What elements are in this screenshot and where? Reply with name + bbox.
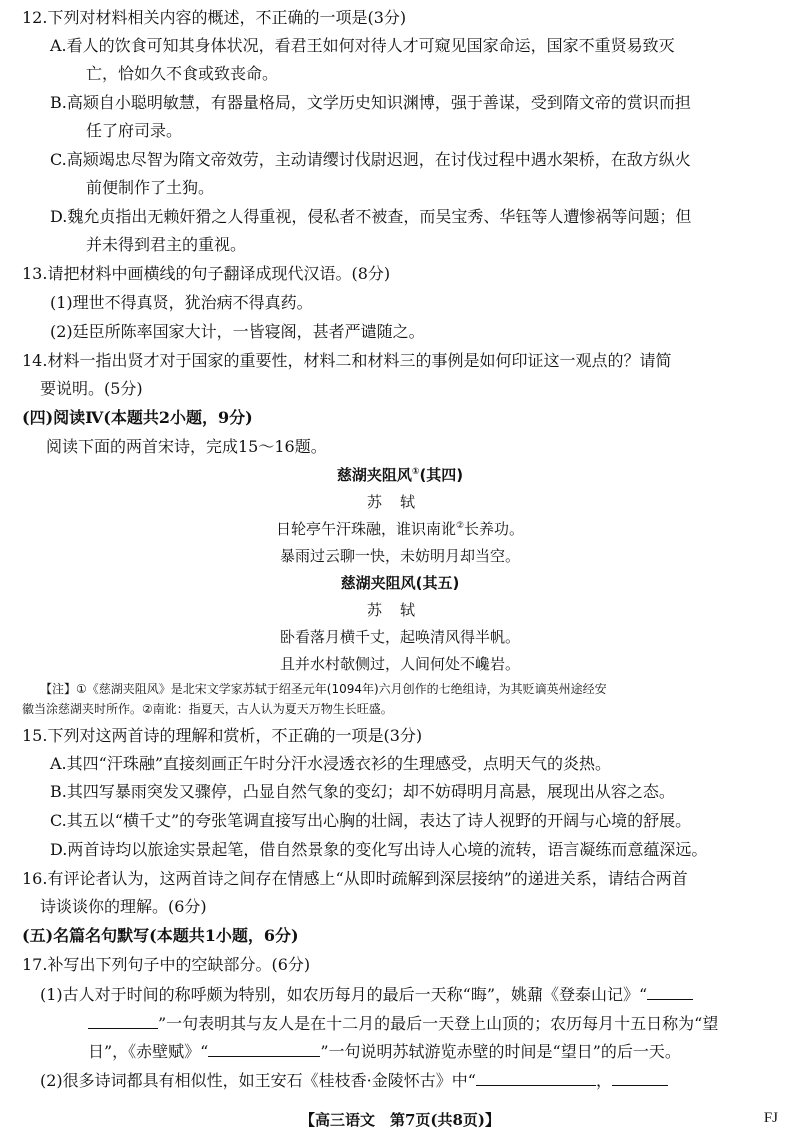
section-5-heading: (五)名篇名句默写(本题共1小题，6分) xyxy=(22,926,299,945)
q15-option-b: B.其四写暴雨突发又骤停，凸显自然气象的变幻；却不妨碍明月高悬，展现出从容之态。 xyxy=(50,782,675,801)
q12-stem: 12.下列对材料相关内容的概述，不正确的一项是(3分) xyxy=(22,8,407,27)
q12-option-a-cont: 亡，恰如久不食或致丧命。 xyxy=(86,64,279,83)
q16-stem-cont: 诗谈谈你的理解。(6分) xyxy=(40,897,207,916)
q15-option-d: D.两首诗均以旅途实景起笔，借自然景象的变化写出诗人心境的流转，语言凝练而意蕴深远。 xyxy=(50,840,708,859)
q15-option-c: C.其五以“横千丈”的夸张笔调直接写出心胸的壮阔，表达了诗人视野的开阔与心境的舒展。 xyxy=(50,811,692,830)
q15-stem: 15.下列对这两首诗的理解和赏析，不正确的一项是(3分) xyxy=(22,726,423,745)
q17-part-2-line-1: (2)很多诗词都具有相似性，如王安石《桂枝香·金陵怀古》中“ ， xyxy=(40,1069,668,1091)
poem-1-line-2: 暴雨过云聊一快，未妨明月却当空。 xyxy=(279,547,520,565)
q16-stem: 16.有评论者认为，这两首诗之间存在情感上“从即时疏解到深层接纳”的递进关系，请结合两首 xyxy=(22,869,688,888)
q17-part-1-line-2: ”一句表明其与友人是在十二月的最后一天登上山顶的；农历每月十五日称为“望 xyxy=(88,1012,718,1034)
q12-option-a: A.看人的饮食可知其身体状况，看君王如何对待人才可窥见国家命运，国家不重贤易致灭 xyxy=(50,36,675,55)
poem-2-author: 苏轼 xyxy=(366,601,433,619)
region-code: FJ xyxy=(763,1110,778,1126)
q13-sentence-2: (2)廷臣所陈率国家大计，一皆寝阁，甚者严谴随之。 xyxy=(50,322,425,341)
poem-1-author: 苏轼 xyxy=(366,493,433,511)
answer-blank[interactable] xyxy=(208,1040,320,1057)
poem-1-line-1: 日轮亭午汗珠融，谁识南讹②长养功。 xyxy=(275,520,525,538)
answer-blank[interactable] xyxy=(612,1069,668,1086)
q14-stem: 14.材料一指出贤才对于国家的重要性，材料二和材料三的事例是如何印证这一观点的？请简 xyxy=(22,351,672,370)
q13-stem: 13.请把材料中画横线的句子翻译成现代汉语。(8分) xyxy=(22,264,391,283)
answer-blank[interactable] xyxy=(476,1069,596,1086)
q12-option-b-cont: 任了府司录。 xyxy=(86,121,183,140)
poem-1-title: 慈湖夹阻风①(其四) xyxy=(336,466,464,484)
q12-option-d: D.魏允贞指出无赖奸猾之人得重视，侵私者不被查，而吴宝秀、华钰等人遭惨祸等问题；但 xyxy=(50,207,692,226)
q12-option-c: C.高颎竭忠尽智为隋文帝效劳，主动请缨讨伐尉迟迥，在讨伐过程中遇水架桥，在敌方纵火 xyxy=(50,150,691,169)
q14-stem-cont: 要说明。(5分) xyxy=(40,379,143,398)
section-4-intro: 阅读下面的两首宋诗，完成15～16题。 xyxy=(46,437,327,456)
q12-option-b: B.高颎自小聪明敏慧，有器量格局，文学历史知识渊博，强于善谋，受到隋文帝的赏识而担 xyxy=(50,93,691,112)
q17-part-1-line-1: (1)古人对于时间的称呼颇为特别，如农历每月的最后一天称“晦”，姚鼐《登泰山记》“ xyxy=(40,983,693,1005)
poem-2-title: 慈湖夹阻风(其五) xyxy=(340,574,460,592)
poem-note-line-2: 徽当涂慈湖夹时所作。②南讹：指夏天，古人认为夏天万物生长旺盛。 xyxy=(22,702,393,716)
q12-option-c-cont: 前便制作了土狗。 xyxy=(86,178,215,197)
section-4-heading: (四)阅读Ⅳ(本题共2小题，9分) xyxy=(22,408,253,427)
note-mark-2: ② xyxy=(455,521,465,531)
answer-blank[interactable] xyxy=(647,983,693,1000)
page-footer: 【高三语文 第7页(共8页)】 xyxy=(299,1111,501,1129)
q15-option-a: A.其四“汗珠融”直接刻画正午时分汗水浸透衣衫的生理感受，点明天气的炎热。 xyxy=(50,754,612,773)
q13-sentence-1: (1)理世不得真贤，犹治病不得真药。 xyxy=(50,293,313,312)
note-mark-1: ① xyxy=(411,467,420,477)
poem-note-line-1: 【注】①《慈湖夹阻风》是北宋文学家苏轼于绍圣元年(1094年)六月创作的七绝组诗，为其贬谪英州途经安 xyxy=(40,682,607,696)
answer-blank[interactable] xyxy=(88,1012,158,1029)
q17-stem: 17.补写出下列句子中的空缺部分。(6分) xyxy=(22,955,311,974)
q12-option-d-cont: 并未得到君主的重视。 xyxy=(86,235,247,254)
poem-2-line-2: 且并水村欹侧过，人间何处不巉岩。 xyxy=(279,655,520,673)
poem-2-line-1: 卧看落月横千丈，起唤清风得半帆。 xyxy=(279,628,520,646)
q17-part-1-line-3: 日”，《赤壁赋》“ ”一句说明苏轼游览赤壁的时间是“望日”的后一天。 xyxy=(88,1042,681,1061)
